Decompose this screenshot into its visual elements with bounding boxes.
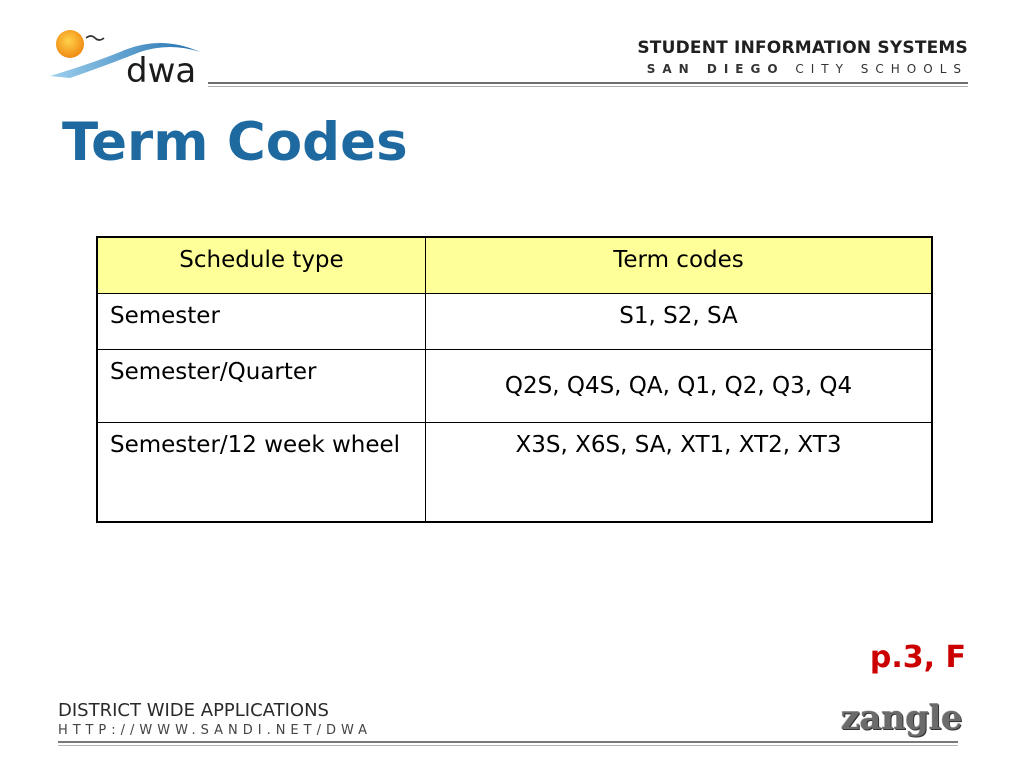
zangle-logo-text: zangle: [840, 698, 962, 738]
logo-text: dwa: [126, 51, 197, 86]
schedule-type-cell: Semester/12 week wheel: [97, 423, 426, 523]
table-header-row: [97, 237, 932, 294]
term-codes-cell: Q2S, Q4S, QA, Q1, Q2, Q3, Q4: [426, 350, 933, 423]
sis-subtitle: [647, 62, 968, 76]
footer-url: HTTP://WWW.SANDI.NET/DWA: [58, 723, 373, 738]
page-reference: p.3, F: [869, 640, 966, 675]
header-divider: [208, 82, 968, 84]
header-term-codes: Term codes: [426, 237, 933, 294]
footer-title: DISTRICT WIDE APPLICATIONS: [58, 700, 329, 721]
table-row: [97, 350, 932, 423]
dwa-logo: [50, 26, 210, 86]
term-codes-table: [96, 236, 933, 523]
term-codes-cell: S1, S2, SA: [426, 294, 933, 350]
table-row: [97, 423, 932, 523]
sis-title: STUDENT INFORMATION SYSTEMS: [637, 38, 968, 58]
sis-subtitle-bold: SAN DIEGO: [646, 62, 785, 76]
table-row: [97, 294, 932, 350]
header-schedule-type: Schedule type: [97, 237, 426, 294]
page-title: Term Codes: [62, 112, 408, 173]
schedule-type-cell: Semester: [97, 294, 426, 350]
sis-subtitle-rest: CITY SCHOOLS: [795, 62, 968, 76]
schedule-type-cell: Semester/Quarter: [97, 350, 426, 423]
term-codes-cell: X3S, X6S, SA, XT1, XT2, XT3: [426, 423, 933, 523]
header-divider-thin: [208, 86, 968, 87]
zangle-logo: [822, 688, 962, 758]
